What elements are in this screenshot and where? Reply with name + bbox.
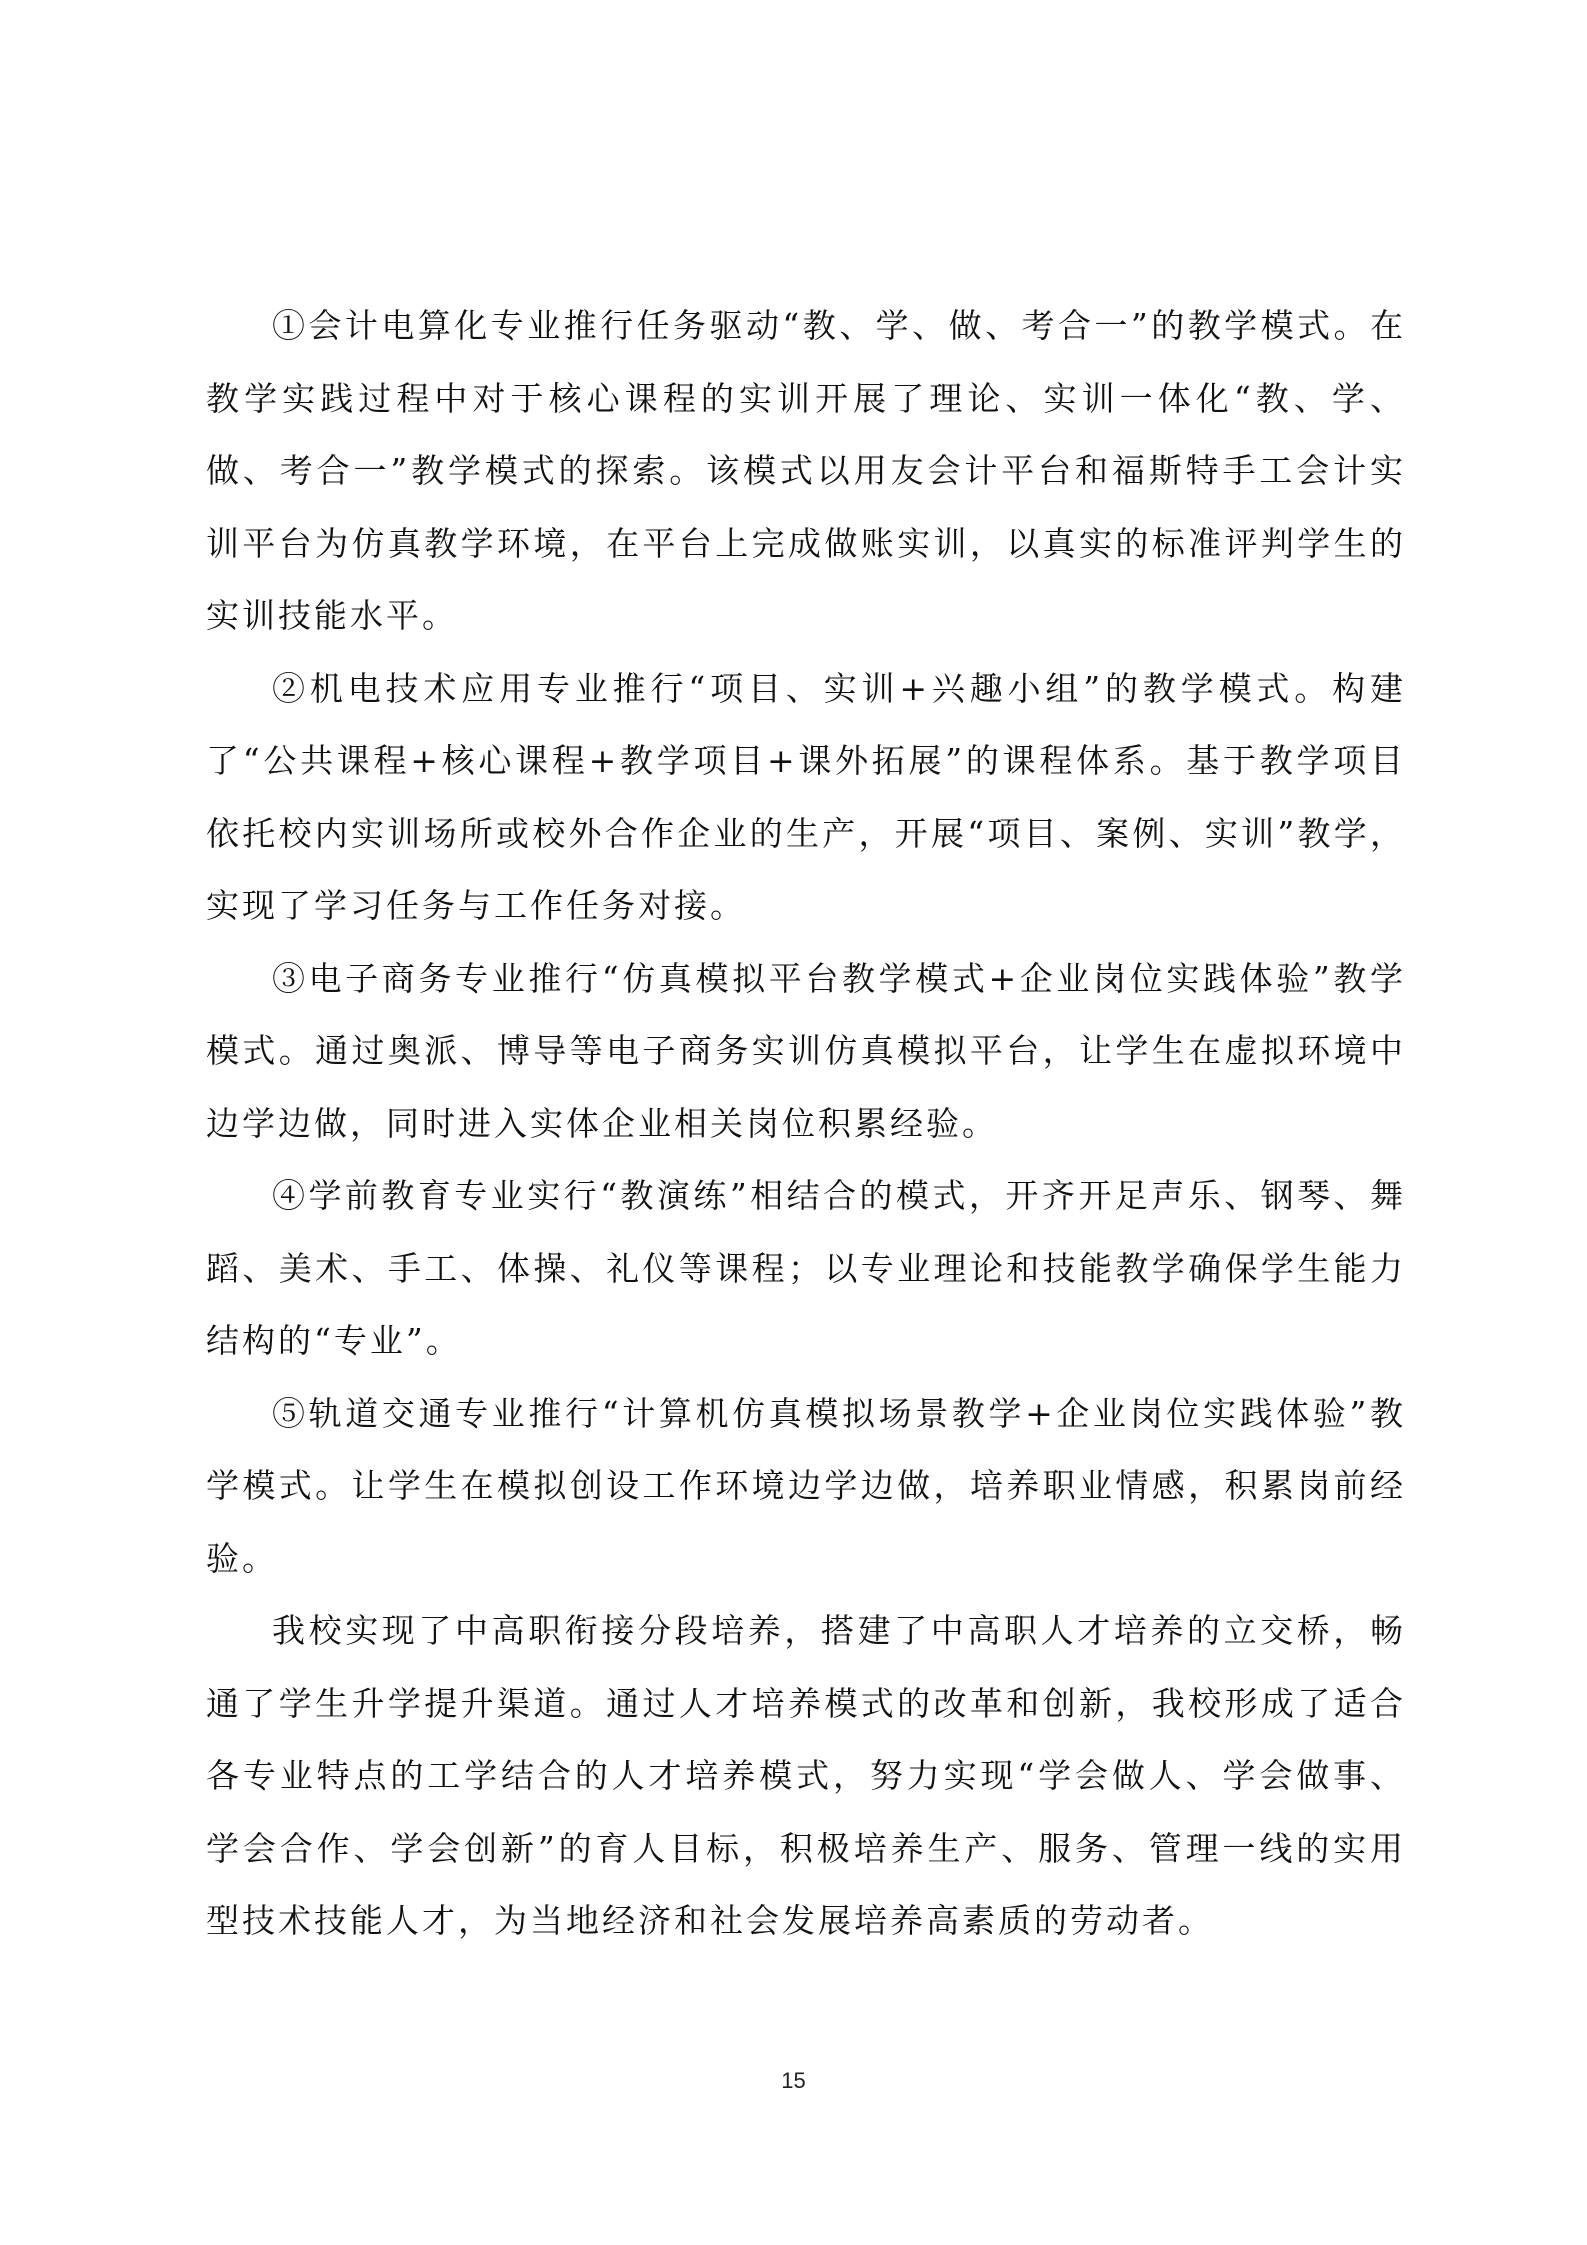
paragraph-electromechanical-technology: ②机电技术应用专业推行“项目、实训+兴趣小组”的教学模式。构建了“公共课程+核心课程+教学项目+课外拓展”的课程体系。基于教学项目依托校内实训场所或校外合作企业的生产，开展“项目、案例、实训”教学，实现了学习任务与工作任务对接。 <box>206 668 1406 925</box>
paragraph-preschool-education: ④学前教育专业实行“教演练”相结合的模式，开齐开足声乐、钢琴、舞蹈、美术、手工、体操、礼仪等课程；以专业理论和技能教学确保学生能力结构的“专业”。 <box>206 1176 1406 1360</box>
body-text <box>206 290 1406 1958</box>
page-number: 15 <box>781 2068 806 2093</box>
paragraph-e-commerce: ③电子商务专业推行“仿真模拟平台教学模式+企业岗位实践体验”教学模式。通过奥派、博导等电子商务实训仿真模拟平台，让学生在虚拟环境中边学边做，同时进入实体企业相关岗位积累经验。 <box>206 958 1406 1143</box>
paragraph-summary: 我校实现了中高职衔接分段培养，搭建了中高职人才培养的立交桥，畅通了学生升学提升渠道。通过人才培养模式的改革和创新，我校形成了适合各专业特点的工学结合的人才培养模式，努力实现“学会做人、学会做事、学会合作、学会创新”的育人目标，积极培养生产、服务、管理一线的实用型技术技能人才，为当地经济和社会发展培养高素质的劳动者。 <box>206 1611 1406 1940</box>
paragraph-rail-transit: ⑤轨道交通专业推行“计算机仿真模拟场景教学+企业岗位实践体验”教学模式。让学生在模拟创设工作环境边学边做，培养职业情感，积累岗前经验。 <box>206 1393 1406 1578</box>
paragraph-accounting-computerization: ①会计电算化专业推行任务驱动“教、学、做、考合一”的教学模式。在教学实践过程中对于核心课程的实训开展了理论、实训一体化“教、学、做、考合一”教学模式的探索。该模式以用友会计平台和福斯特手工会计实训平台为仿真教学环境，在平台上完成做账实训，以真实的标准评判学生的实训技能水平。 <box>206 306 1406 635</box>
